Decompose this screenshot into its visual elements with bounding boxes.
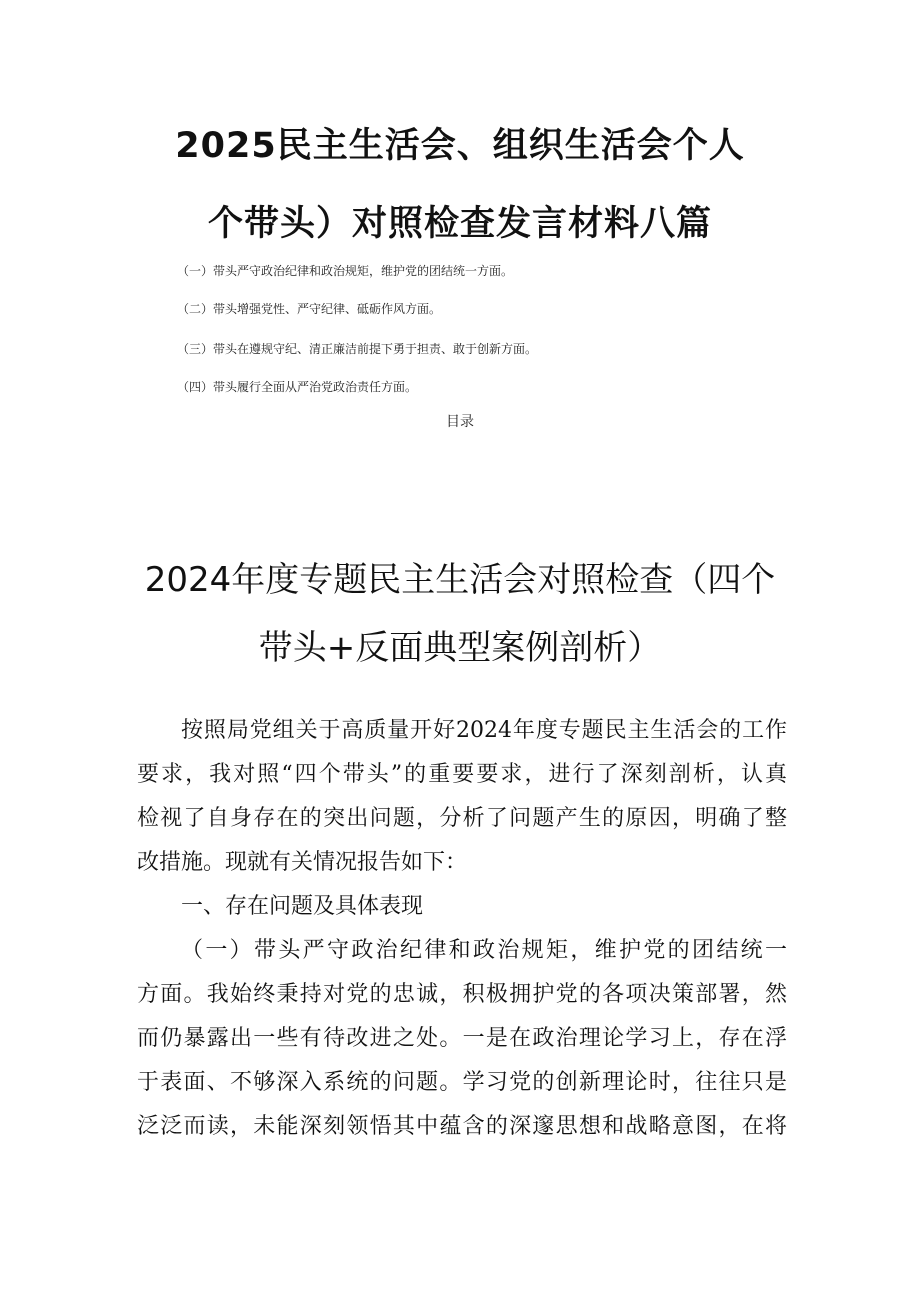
- body-paragraph-line: 按照局党组关于高质量开好2024年度专题民主生活会的工作: [181, 718, 787, 743]
- document-title-line-2: 个带头）对照检查发言材料八篇: [207, 204, 712, 244]
- body-paragraph-line: 检视了自身存在的突出问题，分析了问题产生的原因，明确了整: [137, 806, 787, 831]
- section-title-line-2: 带头+反面典型案例剖析）: [258, 628, 662, 668]
- section-title-line-1: 2024年度专题民主生活会对照检查（四个: [144, 560, 776, 600]
- subsection-heading: （一）带头严守政治纪律和政治规矩，维护党的团结统一: [181, 938, 787, 963]
- toc-item-4: （四）带头履行全面从严治党政治责任方面。: [177, 380, 418, 394]
- toc-item-2: （二）带头增强党性、严守纪律、砥砺作风方面。: [177, 302, 442, 316]
- toc-item-1: （一）带头严守政治纪律和政治规矩，维护党的团结统一方面。: [177, 264, 514, 278]
- body-paragraph-line: 方面。我始终秉持对党的忠诚，积极拥护党的各项决策部署，然: [137, 982, 787, 1007]
- toc-heading: 目录: [446, 414, 474, 430]
- body-paragraph-line: 改措施。现就有关情况报告如下：: [137, 850, 468, 875]
- body-paragraph-line: 要求，我对照“四个带头”的重要要求，进行了深刻剖析，认真: [137, 762, 787, 787]
- body-paragraph-line: 泛泛而读，未能深刻领悟其中蕴含的深邃思想和战略意图，在将: [137, 1114, 787, 1139]
- document-title-line-1: 2025民主生活会、组织生活会个人: [175, 126, 745, 166]
- toc-item-3: （三）带头在遵规守纪、清正廉洁前提下勇于担责、敢于创新方面。: [177, 342, 538, 356]
- body-paragraph-line: 而仍暴露出一些有待改进之处。一是在政治理论学习上，存在浮: [137, 1026, 787, 1051]
- body-paragraph-line: 于表面、不够深入系统的问题。学习党的创新理论时，往往只是: [137, 1070, 787, 1095]
- section-heading: 一、存在问题及具体表现: [181, 894, 424, 919]
